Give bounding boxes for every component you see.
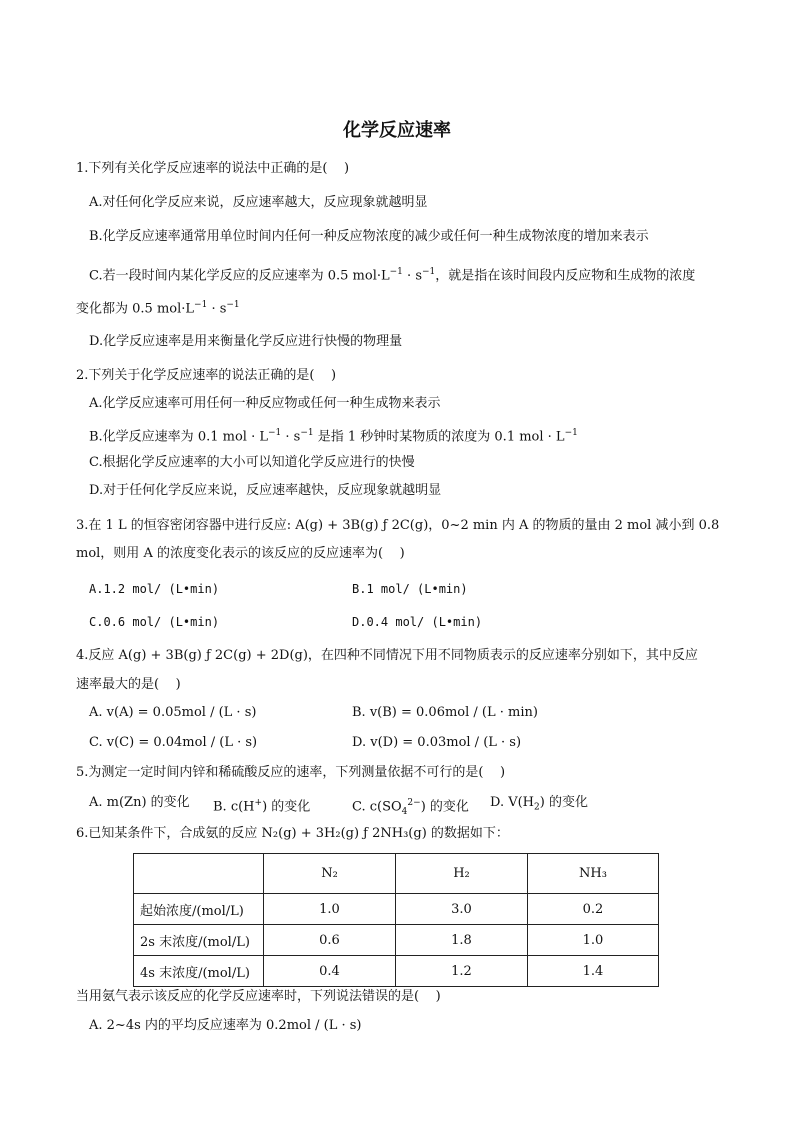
q2-option-b [89, 424, 578, 446]
q5-d-pre: D. V(H [490, 795, 535, 810]
sub: 4 [401, 806, 408, 817]
q4-stem-line1: 4.反应 A(g) + 3B(g) ƒ 2C(g) + 2D(g)，在四种不同情况下用不同物质表示的反应速率分别如下，其中反应 [76, 648, 698, 663]
q1-option-b: B.化学反应速率通常用单位时间内任何一种反应物浓度的减少或任何一种生成物浓度的增加来表示 [89, 229, 649, 244]
table-row-header: 2s 末浓度/(mol/L) [134, 925, 264, 956]
q5-d-post: ) 的变化 [539, 795, 588, 810]
q2-option-d: D.对于任何化学反应来说，反应速率越快，反应现象就越明显 [89, 483, 442, 498]
q5-option-c [352, 794, 469, 821]
sup: −1 [564, 428, 578, 438]
q5-c-post: ) 的变化 [420, 799, 469, 815]
q4-option-a: A. v(A) = 0.05mol / (L · s) [89, 705, 257, 720]
table-header-cell: NH₃ [528, 854, 659, 894]
q4-stem-line2: 速率最大的是( ) [76, 677, 181, 692]
q5-c-pre: C. c(SO [352, 799, 402, 815]
sup: −1 [194, 300, 208, 310]
table-row-header: 起始浓度/(mol/L) [134, 894, 264, 925]
table-cell: 3.0 [396, 894, 528, 925]
table-cell: 1.4 [528, 956, 659, 987]
sup: + [254, 798, 263, 808]
q1-stem: 1.下列有关化学反应速率的说法中正确的是( ) [76, 161, 350, 176]
q3-option-b: B.1 mol/ (L•min) [352, 582, 468, 596]
q5-b-post: ) 的变化 [262, 799, 311, 815]
q3-option-a: A.1.2 mol/ (L•min) [89, 582, 220, 596]
page-title: 化学反应速率 [343, 120, 451, 141]
table-cell: 0.4 [264, 956, 396, 987]
table-cell: 1.8 [396, 925, 528, 956]
q5-stem: 5.为测定一定时间内锌和稀硫酸反应的速率，下列测量依据不可行的是( ) [76, 765, 506, 780]
q5-option-b [213, 794, 310, 816]
table-cell: 0.6 [264, 925, 396, 956]
q5-option-d [490, 794, 588, 817]
sup: −1 [226, 300, 240, 310]
q3-option-c: C.0.6 mol/ (L•min) [89, 615, 220, 629]
q3-stem-line2: mol，则用 A 的浓度变化表示的该反应的反应速率为( ) [76, 546, 405, 561]
q1-c2-s: · s [207, 301, 227, 317]
sup: −1 [422, 267, 436, 277]
q5-b-pre: B. c(H [213, 799, 255, 815]
q1-option-c-line1 [89, 263, 695, 285]
data-table [133, 853, 659, 987]
table-cell: 0.2 [528, 894, 659, 925]
q4-option-c: C. v(C) = 0.04mol / (L · s) [89, 735, 258, 750]
q1-c-text: C.若一段时间内某化学反应的反应速率为 0.5 mol·L [89, 268, 390, 284]
sup: −1 [300, 428, 314, 438]
q3-stem-line1: 3.在 1 L 的恒容密闭容器中进行反应: A(g) + 3B(g) ƒ 2C(g)，0~2 min 内 A 的物质的量由 2 mol 减小到 0.8 [76, 518, 720, 533]
q2-option-c: C.根据化学反应速率的大小可以知道化学反应进行的快慢 [89, 455, 415, 470]
q3-option-d: D.0.4 mol/ (L•min) [352, 615, 483, 629]
sup: −1 [389, 267, 403, 277]
q6-stem: 6.已知某条件下，合成氨的反应 N₂(g) + 3H₂(g) ƒ 2NH₃(g) 的数据如下： [76, 826, 509, 841]
q6-option-a: A. 2~4s 内的平均反应速率为 0.2mol / (L · s) [89, 1018, 362, 1033]
table-cell: 1.0 [264, 894, 396, 925]
q1-option-a: A.对任何化学反应来说，反应速率越大，反应现象就越明显 [89, 195, 428, 210]
q2-b-mid2: 是指 1 秒钟时某物质的浓度为 0.1 mol · L [313, 429, 565, 445]
table-header-cell [134, 854, 264, 894]
sup: −1 [267, 428, 282, 438]
table-cell: 1.2 [396, 956, 528, 987]
q2-option-a: A.化学反应速率可用任何一种反应物或任何一种生成物来表示 [89, 396, 441, 411]
table-row [134, 894, 659, 925]
sup: 2− [407, 798, 421, 808]
q2-stem: 2.下列关于化学反应速率的说法正确的是( ) [76, 368, 337, 383]
q1-option-d: D.化学反应速率是用来衡量化学反应进行快慢的物理量 [89, 334, 403, 349]
q4-option-d: D. v(D) = 0.03mol / (L · s) [352, 735, 522, 750]
table-row [134, 956, 659, 987]
table-header-row [134, 854, 659, 894]
q1-c2-text: 变化都为 0.5 mol·L [76, 301, 195, 317]
q1-c-s: · s [402, 268, 422, 284]
q4-option-b: B. v(B) = 0.06mol / (L · min) [352, 705, 538, 720]
q6-after-table: 当用氨气表示该反应的化学反应速率时，下列说法错误的是( ) [76, 989, 441, 1004]
q1-c-post: ，就是指在该时间段内反应物和生成物的浓度 [435, 268, 696, 284]
q1-option-c-line2 [76, 296, 240, 318]
table-row-header: 4s 末浓度/(mol/L) [134, 956, 264, 987]
table-header-cell: N₂ [264, 854, 396, 894]
q5-option-a: A. m(Zn) 的变化 [89, 795, 190, 810]
table-row [134, 925, 659, 956]
table-header-cell: H₂ [396, 854, 528, 894]
sub: 2 [534, 802, 540, 813]
q2-b-pre: B.化学反应速率为 0.1 mol · L [89, 429, 268, 445]
table-cell: 1.0 [528, 925, 659, 956]
q2-b-mid: · s [281, 429, 301, 445]
